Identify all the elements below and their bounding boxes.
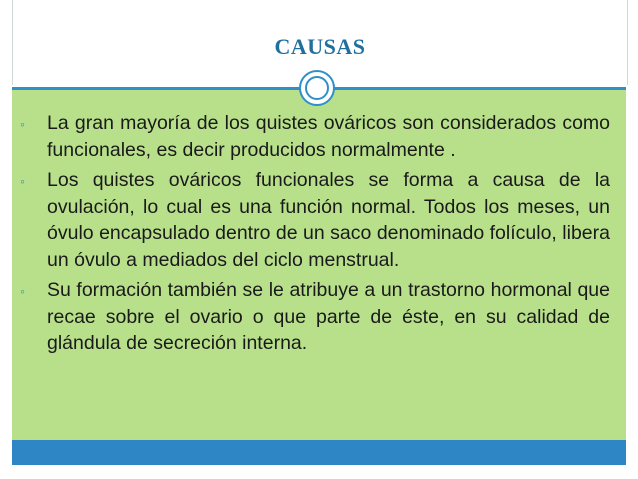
slide-title: CAUSAS: [274, 34, 366, 59]
circle-bullet-icon: ◦: [20, 116, 25, 132]
circle-ornament-icon: [299, 70, 335, 106]
bullet-text: Su formación también se le atribuye a un trastorno hormonal que recae sobre el ovario o que parte de éste, en su calidad de glándula de secreción interna.: [47, 279, 610, 354]
bullet-text: Los quistes ováricos funcionales se forma a causa de la ovulación, lo cual es una función normal. Todos los meses, un óvulo encapsulado dentro de un saco denominado folículo, libera un óvulo a mediados del ciclo menstrual.: [47, 169, 610, 271]
bottom-bar: [12, 440, 626, 465]
bullet-item: [20, 277, 610, 357]
bullet-item: [20, 110, 610, 163]
bullet-list: [20, 110, 610, 361]
circle-bullet-icon: ◦: [20, 173, 25, 189]
circle-bullet-icon: ◦: [20, 283, 25, 299]
bullet-text: La gran mayoría de los quistes ováricos son considerados como funcionales, es decir producidos normalmente .: [47, 112, 610, 161]
bullet-item: [20, 167, 610, 273]
